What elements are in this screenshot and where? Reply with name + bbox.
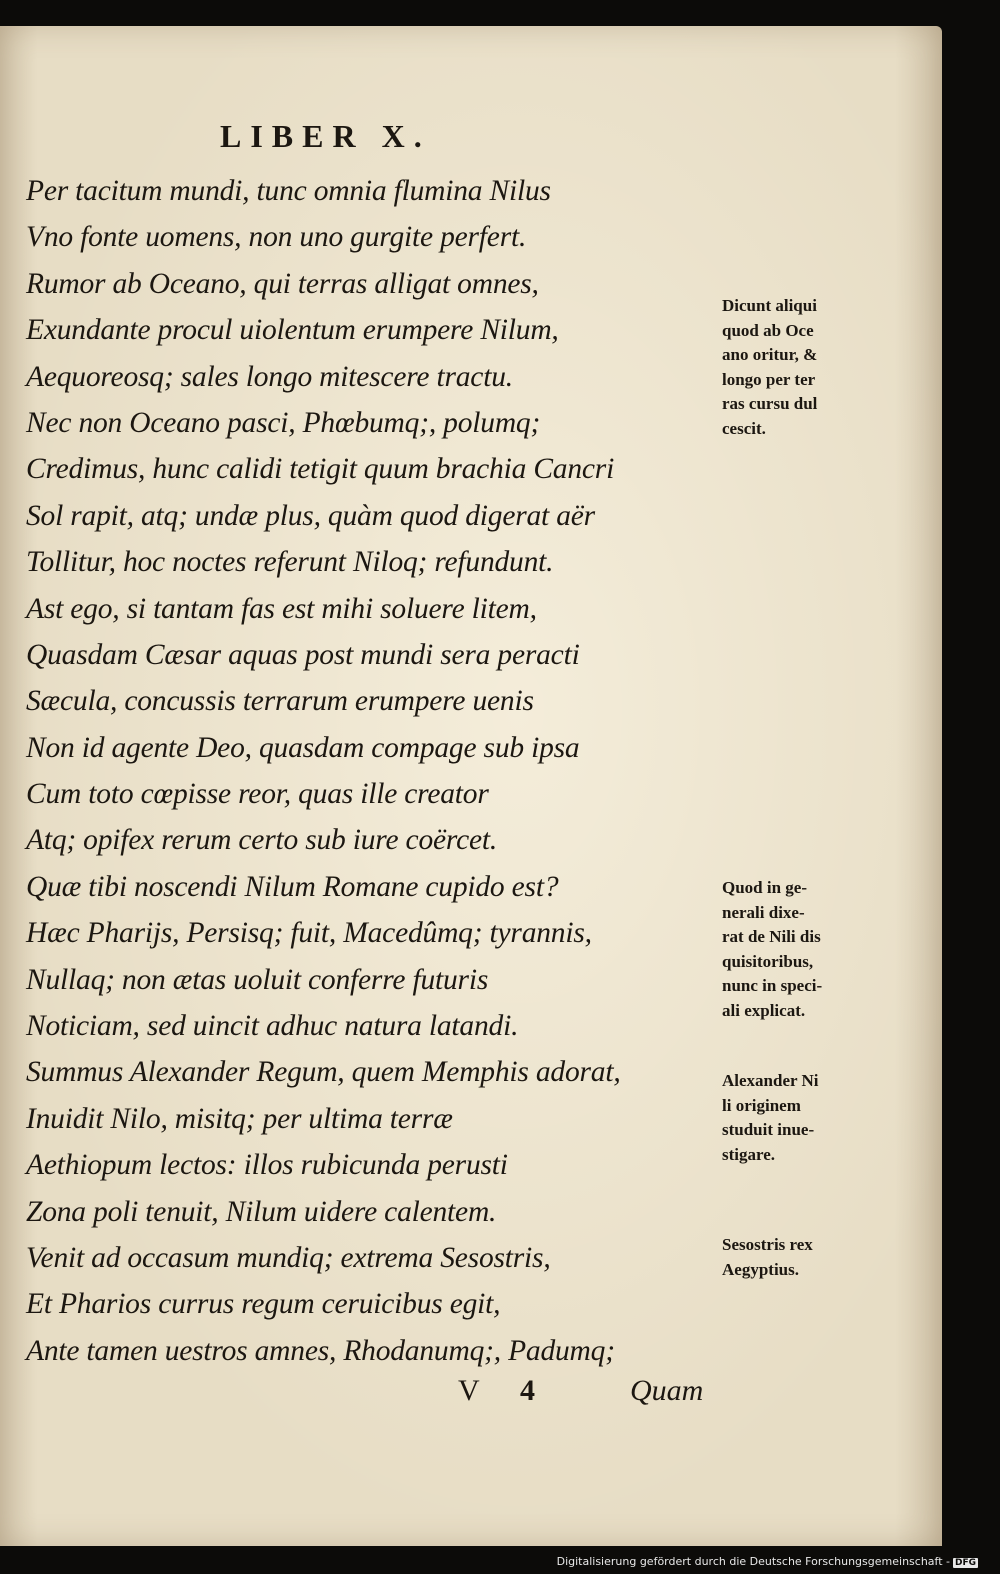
verse-line: Inuidit Nilo, misitq; per ultima terræ (26, 1102, 453, 1135)
dfg-logo: DFG (954, 1558, 976, 1568)
verse-line: Sol rapit, atq; undæ plus, quàm quod digerat aër (26, 499, 595, 532)
verse-line: Credimus, hunc calidi tetigit quum brachia Cancri (26, 453, 615, 486)
signature-letter: V (458, 1374, 480, 1407)
verse-line: Zona poli tenuit, Nilum uidere calentem. (26, 1195, 497, 1228)
verse-line: Quasdam Cæsar aquas post mundi sera peracti (26, 638, 580, 671)
verse-line: Ast ego, si tantam fas est mihi soluere litem, (26, 592, 537, 625)
verse-line: Sæcula, concussis terrarum erumpere uenis (26, 685, 534, 718)
marginal-note: Quod in ge- nerali dixe- rat de Nili dis quisitoribus, nunc in speci- ali explicat. (722, 878, 823, 1020)
marginal-note: Dicunt aliqui quod ab Oce ano oritur, & longo per ter ras cursu dul cescit. (722, 296, 818, 438)
marginal-note: Sesostris rex Aegyptius. (722, 1235, 813, 1279)
verse-line: Hæc Pharijs, Persisq; fuit, Macedûmq; tyrannis, (26, 917, 592, 950)
signature-number: 4 (520, 1374, 535, 1407)
verse-line: Tollitur, hoc noctes referunt Niloq; refundunt. (26, 546, 554, 579)
verse-line: Aequoreosq; sales longo mitescere tractu. (26, 360, 513, 393)
verse-line: Per tacitum mundi, tunc omnia flumina Nilus (26, 175, 551, 207)
verse-line: Atq; opifex rerum certo sub iure coërcet. (26, 824, 498, 857)
verse-line: Vno fonte uomens, non uno gurgite perfert. (26, 221, 527, 254)
verse-line: Ante tamen uestros amnes, Rhodanumq;, Padumq; (26, 1334, 615, 1367)
verse-line: Et Pharios currus regum ceruicibus egit, (26, 1288, 501, 1321)
verse-line: Non id agente Deo, quasdam compage sub ipsa (26, 731, 580, 764)
verse-line: Exundante procul uiolentum erumpere Nilum, (26, 314, 559, 347)
verse-text (26, 168, 716, 1374)
marginal-note: Alexander Ni li originem studuit inue- stigare. (722, 1071, 819, 1164)
verse-line: Rumor ab Oceano, qui terras alligat omnes, (26, 267, 539, 300)
verse-line: Summus Alexander Regum, quem Memphis adorat, (26, 1056, 621, 1089)
catchword: Quam (630, 1374, 704, 1407)
verse-line: Nec non Oceano pasci, Phœbumq;, polumq; (26, 406, 541, 439)
verse-line: Cum toto cœpisse reor, quas ille creator (26, 778, 489, 811)
signature-line (458, 1374, 703, 1408)
verse-line: Quæ tibi noscendi Nilum Romane cupido est? (26, 870, 559, 903)
book-page (0, 26, 942, 1546)
verse-line: Nullaq; non ætas uoluit conferre futuris (26, 963, 489, 996)
verse-line: Venit ad occasum mundiq; extrema Sesostris, (26, 1241, 551, 1274)
verse-line: Aethiopum lectos: illos rubicunda perusti (26, 1149, 508, 1182)
digitization-credit (557, 1555, 978, 1568)
credit-text: Digitalisierung gefördert durch die Deutsche Forschungsgemeinschaft - (556, 1555, 950, 1568)
verse-line: Noticiam, sed uincit adhuc natura latandi. (26, 1010, 519, 1043)
running-head: LIBER X. (220, 118, 431, 154)
